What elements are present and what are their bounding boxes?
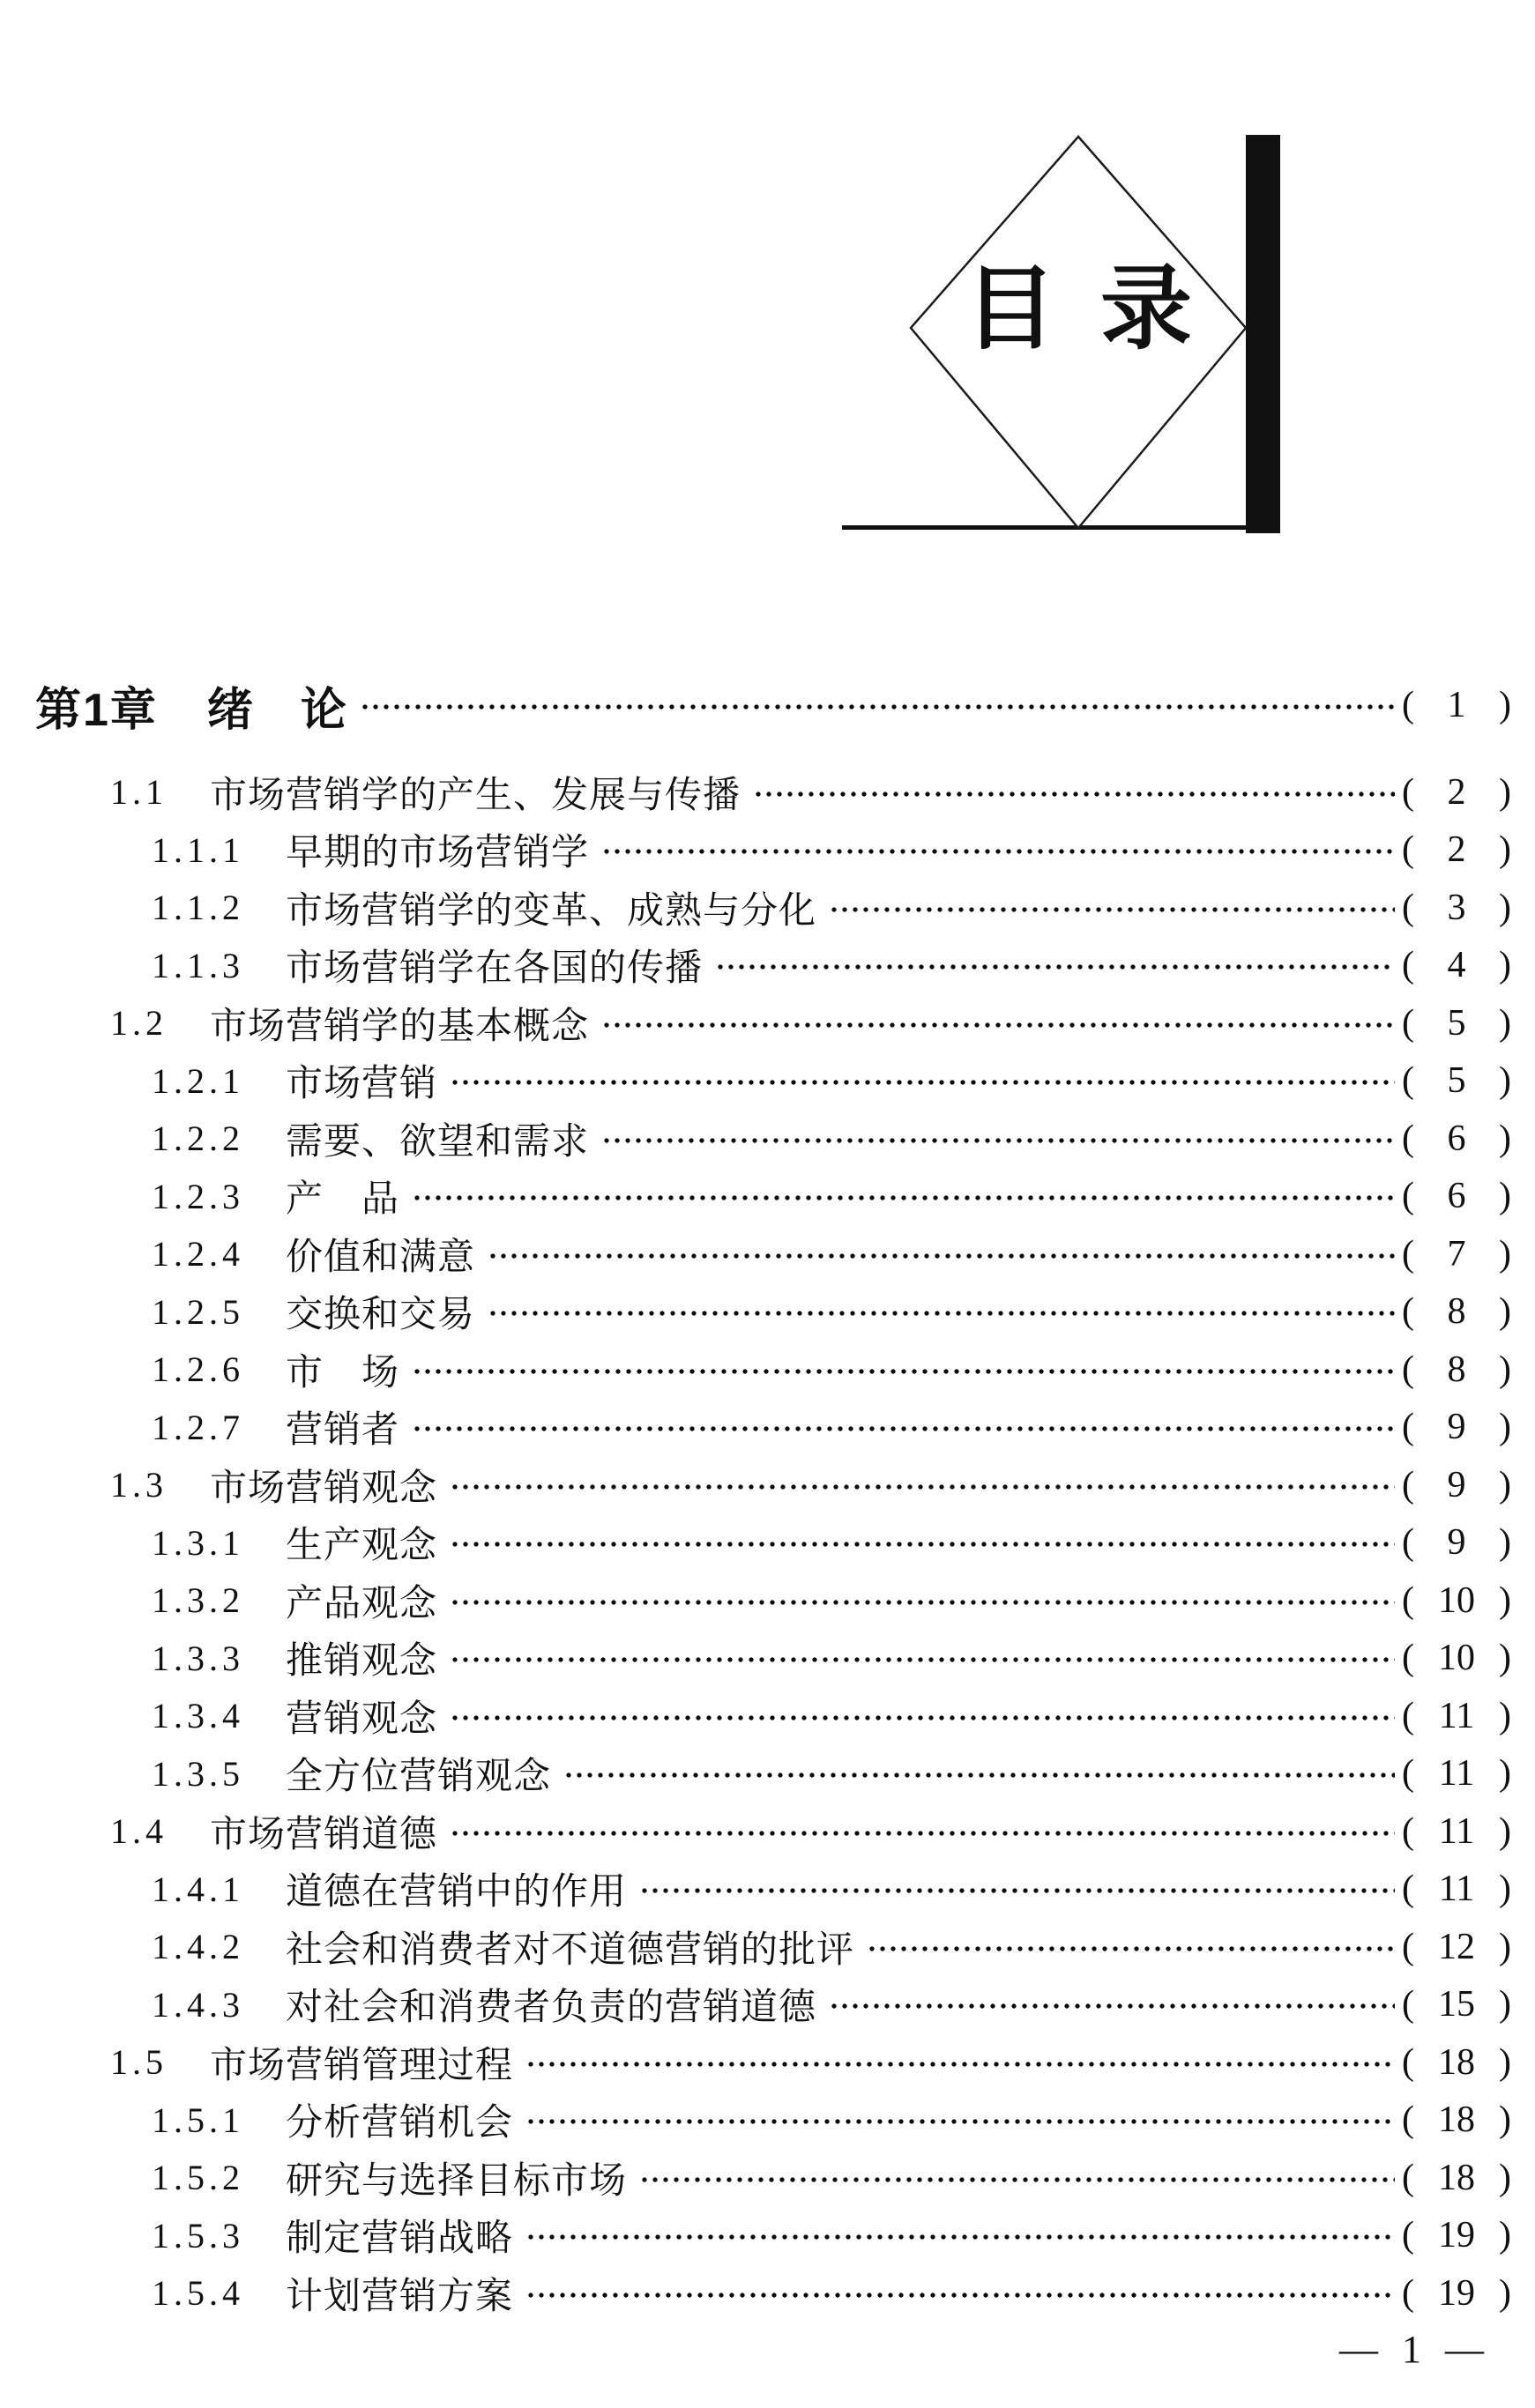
close-paren: ) [1499,1349,1511,1390]
dot-leader [829,904,1395,915]
toc-entry-row [0,2149,1535,2207]
dot-leader [488,1308,1395,1319]
dot-leader [525,2290,1395,2300]
toc-entry-row [0,937,1535,995]
dot-leader [450,1713,1395,1723]
toc-entry-row [0,1456,1535,1514]
open-paren: ( [1402,2215,1414,2256]
entry-page-number [1402,1118,1511,1160]
page-number-value: 5 [1447,1060,1466,1102]
close-paren: ) [1499,1522,1511,1564]
entry-page-number [1402,1810,1511,1853]
dot-leader [412,1423,1395,1434]
toc-entry-row [0,763,1535,821]
entry-title: 生产观念 [286,1526,438,1567]
dot-leader [601,1020,1395,1030]
entry-page-number [1402,2157,1511,2199]
toc-title [911,254,1246,362]
toc-entry-row [0,1630,1535,1688]
page-number-value: 18 [1438,2041,1475,2083]
entry-title: 绪 论 [206,684,347,736]
toc-entry-row [0,1572,1535,1630]
entry-title: 市场营销管理过程 [210,2045,514,2086]
page-number-value: 6 [1447,1118,1466,1159]
close-paren: ) [1499,1926,1511,1967]
toc-entry-row [0,2033,1535,2092]
page-number-value: 8 [1447,1291,1466,1333]
open-paren: ( [1402,2157,1414,2198]
open-paren: ( [1402,887,1414,928]
entry-title: 早期的市场营销学 [286,833,590,874]
dot-leader [360,702,1395,712]
entry-title: 交换和交易 [286,1295,476,1336]
entry-page-number [1402,1521,1511,1564]
entry-page-number [1402,1579,1511,1622]
dot-leader [753,789,1395,799]
entry-number: 1.2.5 [152,1291,244,1332]
dot-leader [450,1539,1395,1550]
page-number-value: 7 [1447,1233,1466,1275]
open-paren: ( [1402,2041,1414,2083]
page-number-value: 10 [1438,1579,1475,1621]
page-number-value: 19 [1438,2272,1475,2314]
open-paren: ( [1402,1695,1414,1736]
close-paren: ) [1499,771,1511,813]
close-paren: ) [1499,1579,1511,1621]
open-paren: ( [1402,1060,1414,1102]
page-number-value: 11 [1438,1753,1475,1795]
entry-title: 市 场 [286,1352,400,1394]
entry-title: 市场营销 [286,1064,438,1105]
page-number-value: 2 [1447,771,1466,813]
dot-leader [639,1885,1395,1896]
entry-title: 市场营销道德 [210,1814,438,1855]
dot-leader [601,1135,1395,1146]
entry-number: 1.3.2 [152,1580,244,1621]
entry-page-number [1402,684,1511,726]
dot-leader [639,2174,1395,2185]
dot-leader [715,962,1395,972]
entry-number: 1.1.3 [152,945,244,985]
toc-entry-row [0,1283,1535,1341]
close-paren: ) [1499,887,1511,928]
page-number-value: 8 [1447,1349,1466,1390]
page-number-value: 18 [1438,2100,1475,2141]
entry-title: 市场营销学的基本概念 [210,1006,590,1047]
open-paren: ( [1402,1869,1414,1910]
close-paren: ) [1499,2157,1511,2198]
entry-number: 1.4.2 [152,1927,244,1967]
page-number-value: 11 [1438,1695,1475,1736]
open-paren: ( [1402,829,1414,871]
dot-leader [488,1251,1395,1261]
open-paren: ( [1402,1579,1414,1621]
page-number-value: 6 [1447,1176,1466,1217]
entry-number: 1.2 [110,1003,168,1044]
entry-number: 1.5 [110,2042,168,2083]
toc-entry-row [0,1168,1535,1226]
close-paren: ) [1499,1176,1511,1217]
dot-leader [829,2001,1395,2011]
open-paren: ( [1402,1926,1414,1967]
close-paren: ) [1499,2041,1511,2083]
entry-page-number [1402,1002,1511,1044]
page-number-value: 9 [1447,1522,1466,1564]
page-number-value: 4 [1447,945,1466,986]
header-ornament [0,0,1535,582]
open-paren: ( [1402,2100,1414,2141]
entry-title: 产 品 [286,1179,400,1221]
entry-page-number [1402,2099,1511,2141]
entry-page-number [1402,1233,1511,1275]
dot-leader [867,1943,1395,1954]
page-number-value: 5 [1447,1002,1466,1044]
entry-number: 1.2.3 [152,1176,244,1216]
dot-leader [450,1597,1395,1608]
entry-number: 1.4.1 [152,1869,244,1909]
toc-entry-row [0,1399,1535,1457]
entry-title: 推销观念 [286,1641,438,1683]
entry-number: 1.2.4 [152,1234,244,1275]
entry-title: 营销观念 [286,1698,438,1740]
entry-number: 1.5.1 [152,2100,244,2140]
entry-title: 研究与选择目标市场 [286,2160,628,2202]
dot-leader [525,2116,1395,2127]
toc-entry-row [0,994,1535,1052]
close-paren: ) [1498,1869,1511,1910]
close-paren: ) [1498,1810,1511,1852]
entry-page-number [1402,1926,1511,1968]
entry-title: 营销者 [286,1410,400,1452]
toc-entry-row [0,1110,1535,1168]
entry-title: 市场营销学的产生、发展与传播 [210,775,741,816]
entry-title: 产品观念 [286,1583,438,1624]
page-number-value: 18 [1438,2157,1475,2198]
toc-entry-row [0,2092,1535,2150]
entry-page-number [1402,1695,1511,1737]
entry-number: 1.1.1 [152,829,244,870]
page-number-value: 15 [1438,1984,1475,2025]
open-paren: ( [1402,1522,1414,1564]
open-paren: ( [1402,1002,1414,1044]
entry-title: 对社会和消费者负责的营销道德 [286,1988,817,2029]
entry-number: 1.3.4 [152,1696,244,1736]
toc-entry-row [0,1976,1535,2034]
close-paren: ) [1499,2272,1511,2314]
open-paren: ( [1402,1984,1414,2025]
page-number-value: 11 [1438,1869,1475,1910]
page-number-value: 9 [1447,1407,1466,1448]
entry-number: 1.2.6 [152,1349,244,1390]
entry-number: 1.1 [110,772,168,813]
entry-number: 1.3 [110,1465,168,1505]
entry-title: 分析营销机会 [286,2103,514,2144]
dot-leader [601,846,1395,857]
close-paren: ) [1498,1695,1511,1736]
entry-number: 1.1.2 [152,888,244,928]
toc-entry-row [0,1687,1535,1745]
header-rule-line [842,525,1280,530]
page-number-value: 11 [1438,1810,1475,1852]
entry-number: 1.5.3 [152,2215,244,2256]
close-paren: ) [1499,1233,1511,1275]
entry-page-number [1402,887,1511,929]
open-paren: ( [1402,1176,1414,1217]
entry-title: 全方位营销观念 [286,1757,552,1798]
toc-chapter-row [0,672,1535,739]
entry-number: 1.5.4 [152,2273,244,2314]
close-paren: ) [1499,2215,1511,2256]
entry-number: 1.5.2 [152,2158,244,2198]
toc-title-char-mu: 目 [964,254,1056,362]
page-number-value: 2 [1447,829,1466,871]
toc-list [0,672,1535,2323]
entry-page-number [1402,1637,1511,1679]
close-paren: ) [1499,1118,1511,1159]
open-paren: ( [1402,771,1414,813]
toc-entry-row [0,1514,1535,1572]
close-paren: ) [1499,1002,1511,1044]
entry-page-number [1402,1464,1511,1506]
close-paren: ) [1499,945,1511,986]
dot-leader [450,1654,1395,1665]
toc-entry-row [0,879,1535,937]
toc-entry-row [0,1745,1535,1803]
entry-page-number [1402,1868,1511,1910]
entry-title: 市场营销观念 [210,1468,438,1509]
entry-title: 市场营销学在各国的传播 [286,948,704,990]
entry-title: 市场营销学的变革、成熟与分化 [286,890,817,932]
entry-page-number [1402,1406,1511,1448]
open-paren: ( [1402,1233,1414,1275]
entry-number: 1.2.2 [152,1119,244,1159]
toc-entry-row [0,1052,1535,1111]
entry-title: 道德在营销中的作用 [286,1872,628,1914]
dot-leader [563,1770,1395,1780]
dot-leader [412,1366,1395,1377]
dot-leader [525,2059,1395,2070]
close-paren: ) [1498,1753,1511,1795]
close-paren: ) [1499,2100,1511,2141]
toc-entry-row [0,2264,1535,2323]
open-paren: ( [1402,1810,1414,1852]
entry-number: 1.3.3 [152,1638,244,1678]
toc-entry-row [0,1802,1535,1861]
entry-page-number [1402,771,1511,814]
entry-page-number [1402,1175,1511,1217]
page-number-value: 19 [1438,2215,1475,2256]
entry-number: 1.3.5 [152,1753,244,1794]
page-number-value: 1 [1447,685,1466,725]
open-paren: ( [1402,2272,1414,2314]
toc-entry-row [0,1225,1535,1283]
page-number-value: 12 [1438,1926,1475,1967]
open-paren: ( [1402,1753,1414,1795]
toc-entry-row [0,1341,1535,1399]
entry-page-number [1402,1059,1511,1102]
close-paren: ) [1499,1060,1511,1102]
entry-number: 1.2.7 [152,1407,244,1447]
page-number-value: 10 [1438,1638,1475,1679]
entry-title: 社会和消费者对不道德营销的批评 [286,1929,855,1971]
entry-page-number [1402,2272,1511,2315]
close-paren: ) [1499,1464,1511,1505]
open-paren: ( [1402,945,1414,986]
vertical-bar-ornament [1246,135,1280,533]
entry-title: 价值和满意 [286,1237,476,1278]
open-paren: ( [1402,1407,1414,1448]
entry-number: 1.2.1 [152,1060,244,1101]
entry-page-number [1402,1983,1511,2025]
page-number-value: 3 [1447,887,1466,928]
dot-leader [450,1828,1395,1839]
close-paren: ) [1499,829,1511,871]
entry-page-number [1402,1349,1511,1391]
entry-page-number [1402,2041,1511,2084]
toc-entry-row [0,1861,1535,1919]
toc-title-char-lu: 录 [1100,254,1193,362]
entry-title: 计划营销方案 [286,2276,514,2317]
close-paren: ) [1499,1407,1511,1448]
entry-number: 1.4 [110,1811,168,1852]
dot-leader [525,2232,1395,2242]
close-paren: ) [1499,685,1511,725]
close-paren: ) [1499,1984,1511,2025]
entry-number: 1.4.3 [152,1984,244,2025]
page-number-value: 9 [1447,1464,1466,1505]
toc-entry-row [0,2207,1535,2265]
open-paren: ( [1402,1291,1414,1333]
entry-page-number [1402,1290,1511,1333]
open-paren: ( [1402,1349,1414,1390]
toc-entry-row [0,821,1535,880]
entry-title: 需要、欲望和需求 [286,1121,590,1163]
entry-page-number [1402,829,1511,871]
dot-leader [412,1193,1395,1203]
entry-page-number [1402,1752,1511,1795]
entry-page-number [1402,2214,1511,2256]
close-paren: ) [1499,1638,1511,1679]
page-number-footer: — 1 — [1339,2328,1491,2371]
open-paren: ( [1402,1118,1414,1159]
entry-title: 制定营销战略 [286,2218,514,2260]
dot-leader [450,1077,1395,1088]
toc-entry-row [0,1918,1535,1976]
open-paren: ( [1402,1638,1414,1679]
entry-number: 第1章 [35,684,158,736]
entry-number: 1.3.1 [152,1522,244,1563]
open-paren: ( [1402,685,1414,725]
dot-leader [450,1482,1395,1492]
open-paren: ( [1402,1464,1414,1505]
entry-page-number [1402,944,1511,986]
close-paren: ) [1499,1291,1511,1333]
